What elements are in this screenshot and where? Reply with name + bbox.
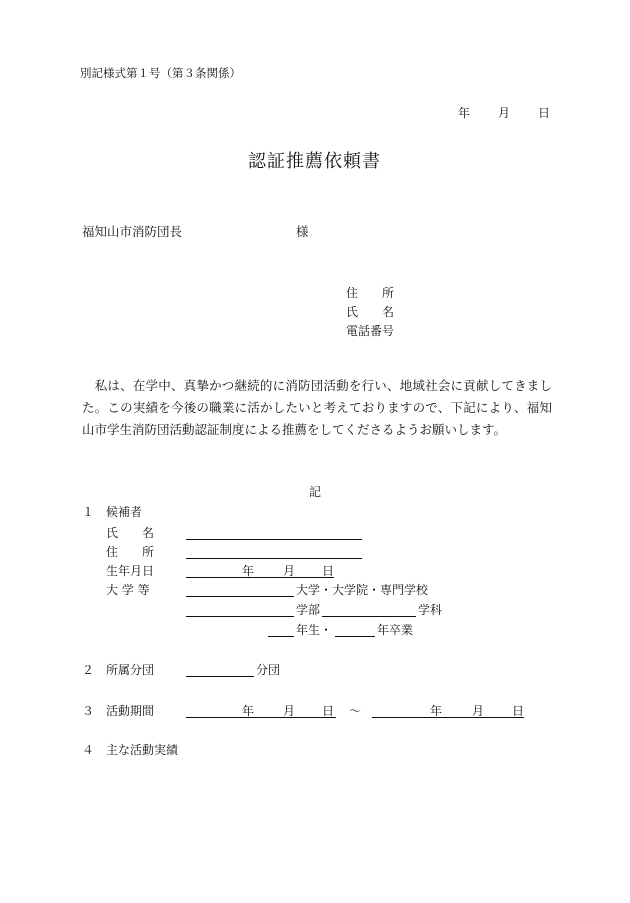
period-end-year: 年 <box>430 704 443 718</box>
ki-heading: 記 <box>309 485 322 499</box>
branch-line <box>186 676 254 677</box>
faculty-line <box>186 616 294 617</box>
section-4-title: 主な活動実績 <box>106 743 179 757</box>
section-2-title: 所属分団 <box>106 663 155 677</box>
applicant-name-label: 氏 名 <box>346 305 395 319</box>
university-name-line <box>186 596 294 597</box>
section-2-number: ２ <box>82 663 95 677</box>
birth-year-label: 年 <box>242 564 255 578</box>
year-grade-label: 年生・ <box>296 623 333 637</box>
grade-line <box>268 636 294 637</box>
section-1-title: 候補者 <box>106 505 143 519</box>
applicant-address-label: 住 所 <box>346 286 395 300</box>
faculty-label: 学部 <box>296 603 321 617</box>
candidate-address-label: 住 所 <box>106 545 155 559</box>
birth-month-label: 月 <box>283 564 296 578</box>
birthdate-label: 生年月日 <box>106 564 155 578</box>
period-start-year: 年 <box>242 704 255 718</box>
section-1-number: １ <box>82 505 95 519</box>
period-end-line <box>372 717 524 718</box>
graduation-line <box>335 636 375 637</box>
graduation-label: 年卒業 <box>377 623 414 637</box>
date-year-label: 年 <box>458 106 471 120</box>
applicant-phone-label: 電話番号 <box>346 324 395 338</box>
period-start-line <box>186 717 336 718</box>
birthdate-line <box>186 577 334 578</box>
university-label: 大 学 等 <box>106 583 150 597</box>
addressee-name: 福知山市消防団長 <box>82 224 183 239</box>
branch-suffix: 分団 <box>256 663 281 677</box>
candidate-address-line <box>186 558 362 559</box>
department-line <box>322 616 416 617</box>
period-end-month: 月 <box>472 704 485 718</box>
date-month-label: 月 <box>498 106 511 120</box>
section-3-number: ３ <box>82 704 95 718</box>
birth-day-label: 日 <box>322 564 335 578</box>
period-tilde: ～ <box>349 704 362 718</box>
department-label: 学科 <box>418 603 443 617</box>
addressee-honorific: 様 <box>296 224 309 239</box>
form-reference: 別記様式第１号（第３条関係） <box>80 66 241 80</box>
date-day-label: 日 <box>538 106 551 120</box>
university-types: 大学・大学院・専門学校 <box>296 583 429 597</box>
document-title: 認証推薦依頼書 <box>248 151 381 172</box>
period-start-month: 月 <box>283 704 296 718</box>
period-start-day: 日 <box>322 704 335 718</box>
request-paragraph: 私は、在学中、真摯かつ継続的に消防団活動を行い、地域社会に貢献してきました。この実績を今後の職業に活かしたいと考えておりますので、下記により、福知山市学生消防団活動認証制度による推薦をしてくださるようお願いします。 <box>82 378 552 437</box>
section-4-number: ４ <box>82 743 95 757</box>
section-3-title: 活動期間 <box>106 704 155 718</box>
period-end-day: 日 <box>512 704 525 718</box>
candidate-name-line <box>186 539 362 540</box>
candidate-name-label: 氏 名 <box>106 526 155 540</box>
